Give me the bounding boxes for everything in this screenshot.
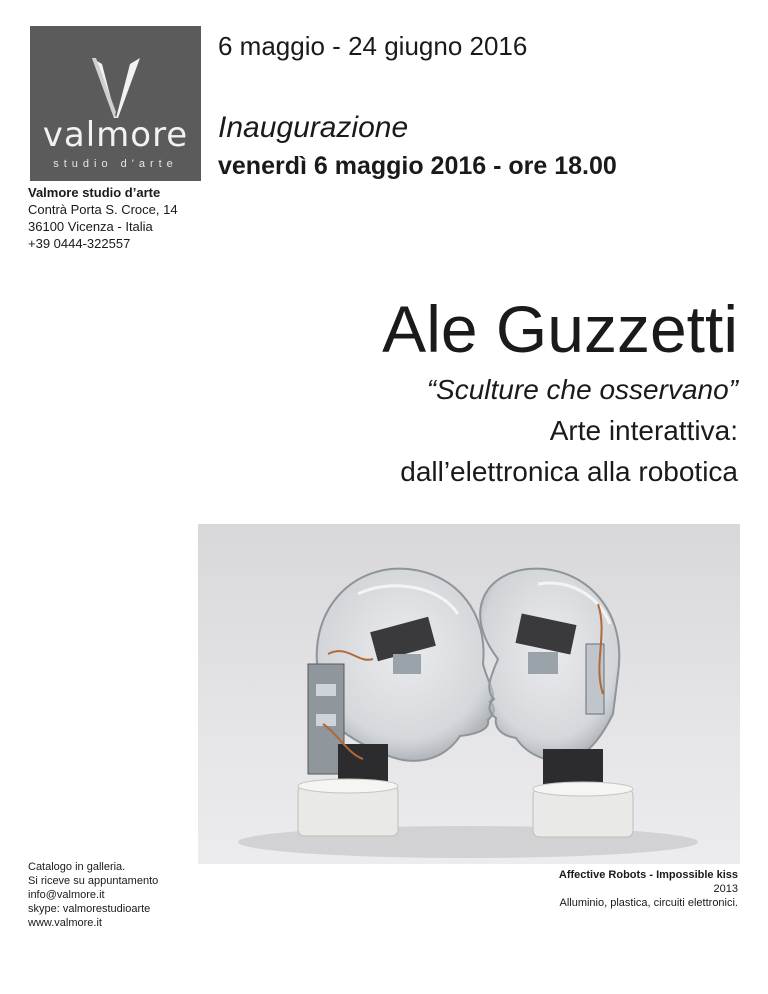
gallery-address <box>28 184 178 252</box>
artist-name: Ale Guzzetti <box>382 292 738 366</box>
phone: +39 0444-322557 <box>28 236 131 251</box>
artwork-photo <box>198 524 740 864</box>
catalog-info <box>28 860 158 930</box>
gallery-name: Valmore studio d’arte <box>28 185 161 200</box>
exhibition-subtitle: “Sculture che osservano” <box>426 374 738 405</box>
city: 36100 Vicenza - Italia <box>28 219 153 234</box>
exhibition-dates: 6 maggio - 24 giugno 2016 <box>218 31 528 61</box>
inauguration-label: Inaugurazione <box>218 111 409 144</box>
catalog-note: Catalogo in galleria. <box>28 861 126 873</box>
skype-id: skype: valmorestudioarte <box>28 903 151 915</box>
logo-subtitle: studio d'arte <box>53 158 178 170</box>
website-link[interactable]: www.valmore.it <box>28 917 102 929</box>
robot-heads-illustration <box>198 524 740 864</box>
valmore-logo <box>30 26 201 181</box>
artwork-materials: Alluminio, plastica, circuiti elettronici. <box>559 897 738 909</box>
artwork-year: 2013 <box>713 883 738 895</box>
email-link[interactable]: info@valmore.it <box>28 889 105 901</box>
artwork-caption <box>559 868 738 910</box>
opening-datetime: venerdì 6 maggio 2016 - ore 18.00 <box>218 152 617 180</box>
appointment-note: Si riceve su appuntamento <box>28 875 159 887</box>
theme-line-1: Arte interattiva: <box>549 415 738 446</box>
theme-line-2: dall’elettronica alla robotica <box>400 456 738 487</box>
artwork-title: Affective Robots - Impossible kiss <box>558 869 738 881</box>
logo-name: valmore <box>42 115 189 155</box>
street: Contrà Porta S. Croce, 14 <box>28 202 178 217</box>
